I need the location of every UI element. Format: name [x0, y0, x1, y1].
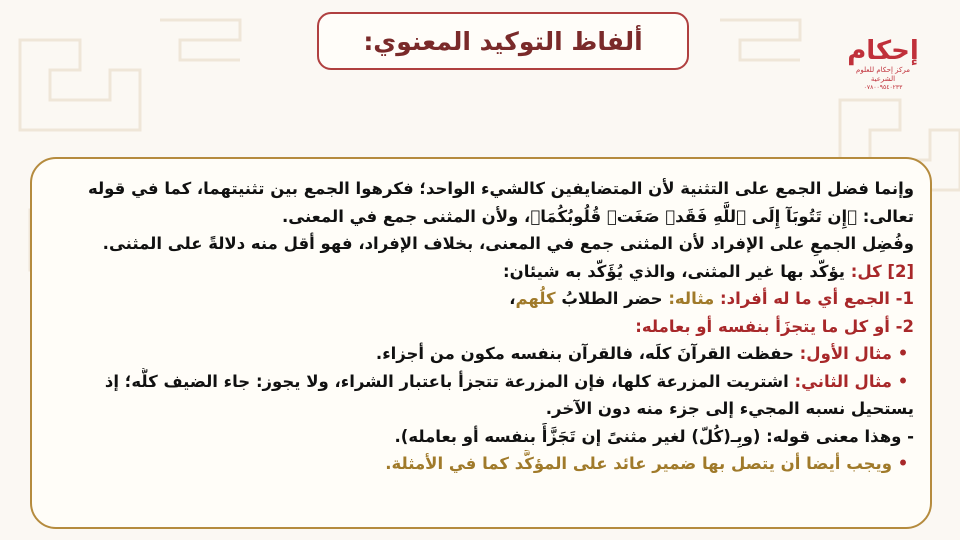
bullet-1-text: حفظت القرآنَ كلَه، فالقرآن بنفسه مكون من أجزاء. [375, 344, 800, 363]
bullet-2-label: مثال الثاني: [794, 371, 892, 391]
bullet-example-2 [46, 368, 914, 423]
title-box [317, 12, 689, 70]
line-point-2: 2- أو كل ما يتجزَأ بنفسه أو بعامله: [635, 316, 914, 336]
line-pronoun-rule [46, 450, 914, 478]
line-point-1 [46, 285, 914, 313]
kull-label: [2] كل: [850, 261, 914, 281]
pronoun-rule-text: ويجب أيضا أن يتصل بها ضمير عائد على المؤكَّد كما في الأمثلة. [385, 454, 892, 473]
paragraph-2: وفُضِل الجمعِ على الإفراد لأن المثنى جمع في المعنى، بخلاف الإفراد، فهو أقل منه دلالةً على المثنى. [102, 234, 914, 253]
point-1-highlight: كلُهم [515, 289, 556, 308]
bullet-icon: • [897, 344, 909, 363]
example-label: مثاله: [668, 289, 721, 308]
line-meaning: - وهذا معنى قوله: (وبِـ(كُلّ) لغير مثنىً إن تَجَزَّأَ بنفسه أو بعامله). [394, 426, 914, 446]
point-1-text: حضر الطلابُ [555, 289, 669, 308]
page-title: ألفاظ التوكيد المعنوي: [363, 26, 643, 56]
bullet-2-text: اشتريت المزرعة كلها، فإن المزرعة تتجزأ باعتبار الشراء، ولا يجوز: جاء الضيف كلُّه؛ إذ يستحيل نسبه المجيء إلى جزء منه دون الآخر. [104, 371, 914, 418]
point-1-end: ، [509, 289, 516, 308]
point-1-label: 1- الجمع أي ما له أفراد: [720, 289, 914, 308]
logo-subtitle: مركز إحكام للعلوم الشرعية [856, 66, 910, 83]
bullet-example-1 [46, 340, 914, 368]
logo-phone: ٠٧٨٠٠٩٥٤٠٢٣٣ [863, 84, 903, 91]
line-kull [46, 258, 914, 286]
paragraph-1: وإنما فضل الجمع على التثنية لأن المتضايفين كالشيء الواحد؛ فكرهوا الجمع بين تثنيتهما، كما في قوله تعالى: ﴿إِن تَتُوبَآ إِلَى ٱللَّهِ فَقَدۡ صَغَتۡ قُلُوبُكُمَا﴾، ولأن المثنى جمع في المعنى. [87, 179, 914, 226]
brand-logo [845, 24, 921, 94]
bullet-1-label: مثال الأول: [799, 344, 892, 363]
content-box [30, 157, 932, 529]
bullet-icon: • [897, 454, 909, 473]
logo-name: إحكام [847, 36, 919, 66]
bullet-icon: • [897, 371, 909, 391]
kull-text: يؤكّد بها غير المثنى، والذي يُؤَكّد به شيئان: [503, 261, 851, 281]
